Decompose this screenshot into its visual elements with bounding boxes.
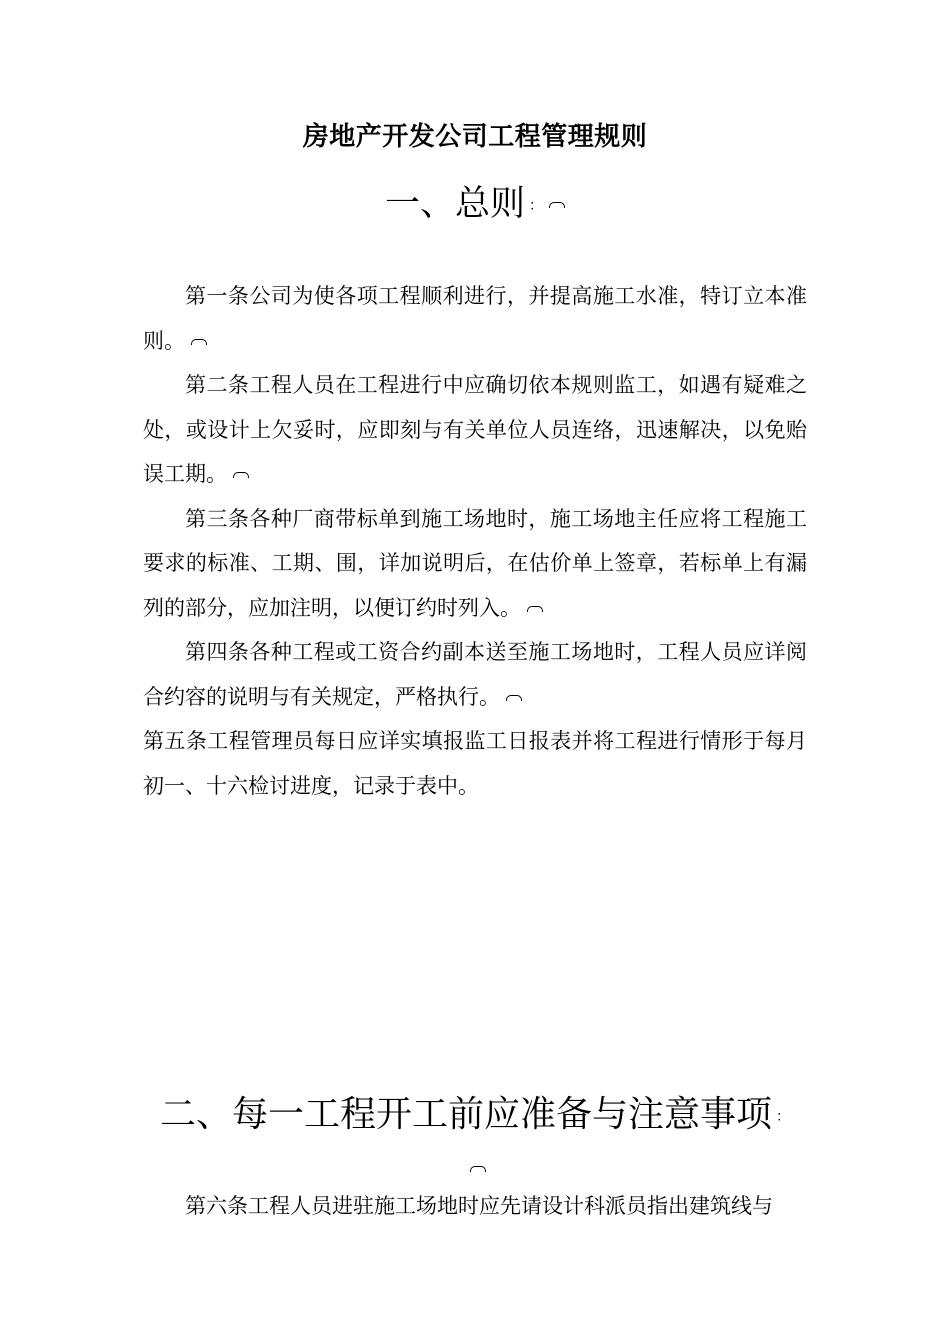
paragraph-mark-icon	[527, 606, 543, 612]
section-1-colon: ：	[529, 198, 543, 214]
section-2-body	[143, 1184, 807, 1229]
article-2-text: 第二条工程人员在工程进行中应确切依本规则监工，如遇有疑难之处，或设计上欠妥时，应即刻与有关单位人员连络，迅速解决，以免贻误工期。	[143, 373, 807, 486]
section-1-heading-text: 一、总则	[384, 184, 525, 224]
article-5-text: 第五条工程管理员每日应详实填报监工日报表并将工程进行情形于每月初一、十六检讨进度，记录于表中。	[143, 729, 807, 798]
paragraph-mark-icon	[549, 202, 565, 208]
paragraph-mark-icon	[233, 472, 249, 478]
section-2-heading	[0, 1086, 950, 1137]
article-5	[143, 719, 807, 808]
article-6	[143, 1184, 807, 1229]
article-6-text: 第六条工程人员进驻施工场地时应先请设计科派员指出建筑线与	[185, 1194, 773, 1218]
article-4-text: 第四条各种工程或工资合约副本送至施工场地时，工程人员应详阅合约容的说明与有关规定，严格执行。	[143, 640, 807, 709]
article-3-text: 第三条各种厂商带标单到施工场地时，施工场地主任应将工程施工要求的标准、工期、围，详加说明后，在估价单上签章，若标单上有漏列的部分，应加注明，以便订约时列入。	[143, 506, 807, 620]
paragraph-mark-icon	[191, 339, 207, 345]
article-3	[143, 497, 807, 631]
article-1	[143, 274, 807, 363]
section-2-colon: ：	[776, 1109, 790, 1125]
section-1-heading	[0, 176, 950, 226]
paragraph-mark-icon	[470, 1166, 486, 1172]
section-2-heading-text: 二、每一工程开工前应准备与注意事项	[159, 1094, 772, 1135]
paragraph-mark-icon	[506, 695, 522, 701]
article-1-text: 第一条公司为使各项工程顺利进行，并提高施工水准，特订立本准则。	[143, 284, 807, 353]
section-1-body	[143, 274, 807, 808]
article-2	[143, 363, 807, 497]
section-2-paragraph-mark	[0, 1158, 950, 1177]
article-4	[143, 630, 807, 719]
document-title: 房地产开发公司工程管理规则	[302, 122, 648, 152]
